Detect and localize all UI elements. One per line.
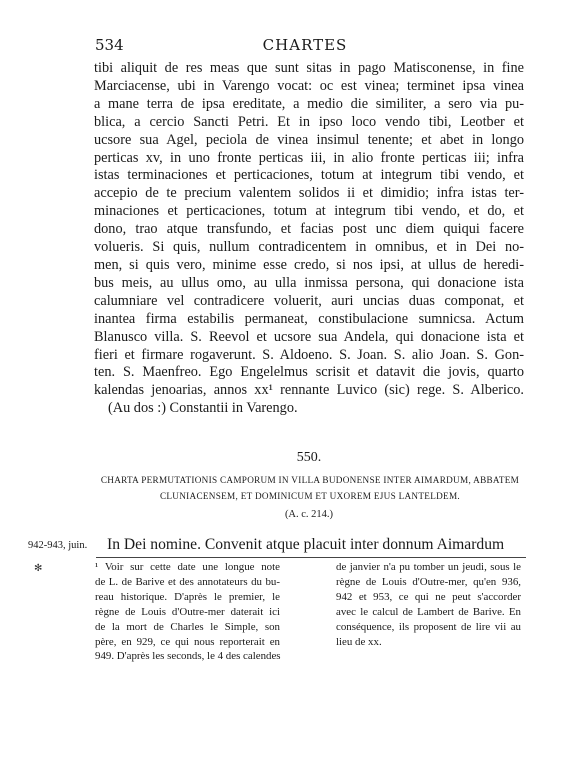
charter-number: 550. <box>296 450 322 465</box>
running-title: CHARTES <box>262 36 348 54</box>
footnote-line: lieu de xx. <box>336 635 382 648</box>
text-line: minaciones et perticaciones, totum at integrum tibi vendo, et do, et <box>94 203 524 220</box>
page-number: 534 <box>95 36 124 54</box>
text-line: volueris. Si quis, nullum contradicentem in omnibus, et in Dei no- <box>94 239 524 256</box>
charter-title <box>100 472 520 504</box>
text-line: kalendas jenoarias, annos xx¹ rennante Luvico (sic) rege. S. Alberico. <box>94 382 524 399</box>
footnote-line: conséquence, ils proposent de lire vii au <box>336 620 521 633</box>
footnote-line: père, en 929, ce qui nous reporterait en <box>95 635 280 648</box>
text-line: bus meis, au ullus omo, au ulla inmissa persona, qui donacione ista <box>94 274 524 291</box>
text-line: fieri et firmare rogaverunt. S. Aldoeno. S. Joan. S. alio Joan. S. Gon- <box>94 346 524 363</box>
margin-mark: ✻ <box>34 563 43 574</box>
text-line: men, si quis vero, minime esse credo, si nos ipsi, at ullus de heredi- <box>94 256 524 273</box>
text-line: istas terminaciones et perticaciones, totum at integrum tibi vendo, et <box>94 167 524 184</box>
text-line: Marciacense, ubi in Varengo vocat: oc est vinea; terminet ipsa vinea <box>94 77 524 94</box>
text-line: perticas xv, in uno fronte perticas iii, in alio fronte perticas iii; infra <box>94 149 524 166</box>
footnote-line: ¹ Voir sur cette date une longue note <box>95 561 280 573</box>
charter-title-line: CLUNIACENSEM, ET DOMINICUM ET UXOREM EJUS LANTELDEM. <box>159 491 461 501</box>
footnote-line: 942 et 953, ce qui ne peut s'accorder <box>336 590 521 603</box>
footnote-line: avec le calcul de Lambert de Barive. En <box>336 605 521 618</box>
charter-date: (A. c. 214.) <box>284 509 334 520</box>
footnote-line: de L. de Barive et des annotateurs du bu- <box>95 575 280 588</box>
charter-549-text <box>94 60 524 418</box>
footnote-line: règne de Louis d'Outre-mer, qu'en 936, <box>336 575 521 588</box>
margin-date: 942-943, juin. <box>28 540 88 551</box>
footnote-line: règne de Louis d'Outre-mer daterait ici <box>95 605 280 618</box>
text-line: inantea firma estabilis permaneat, constibulacione sumnicsa. Actum <box>94 310 524 327</box>
charter-title-line: CHARTA PERMUTATIONIS CAMPORUM IN VILLA BUDONENSE INTER AIMARDUM, ABBATEM <box>100 475 520 485</box>
footnote-line: 949. D'après les seconds, le 4 des calendes <box>95 650 281 663</box>
text-line: accepio de te precium valentem solidos ii et dimidio; infra istas ter- <box>94 185 524 202</box>
text-line: tibi aliquit de res meas que sunt sitas in pago Matisconense, in fine <box>94 60 524 76</box>
text-line: a mane terra de ipsa ereditate, a medio die similiter, a sero via pu- <box>94 95 524 112</box>
text-line: blica, a cercio Sancti Petri. Et in ipso loco vendo tibi, Leotber et <box>94 113 524 130</box>
footnote-right-column <box>336 560 521 649</box>
text-line: ucsore sua Agel, peciola de vinea insimul tenente; et abet in longo <box>94 131 524 148</box>
charter-incipit: In Dei nomine. Convenit atque placuit inter donnum Aimardum <box>107 536 505 553</box>
endorsement-line: (Au dos :) Constantii in Varengo. <box>108 400 298 417</box>
footnote-line: reau historique. D'après le premier, le <box>95 590 280 603</box>
running-header <box>95 36 515 56</box>
footnote-left-column <box>95 560 280 664</box>
text-line: Blanusco villa. S. Reevol et ucsore sua Andela, qui donacione ista et <box>94 328 524 345</box>
footnote-line: de janvier n'a pu tomber un jeudi, sous le <box>336 561 521 573</box>
text-line: dono, trao atque transfundo, et facias post unc diem quiqui facere <box>94 221 524 238</box>
text-line: calumniare vel contradicere voluerit, auri uncias duas componat, et <box>94 292 524 309</box>
footnote-line: de la mort de Charles le Simple, son <box>95 620 280 633</box>
text-line: ten. S. Maenfreo. Ego Engelelmus scrisit et datavit die jovis, quarto <box>94 364 524 381</box>
footnote-divider <box>96 557 526 558</box>
